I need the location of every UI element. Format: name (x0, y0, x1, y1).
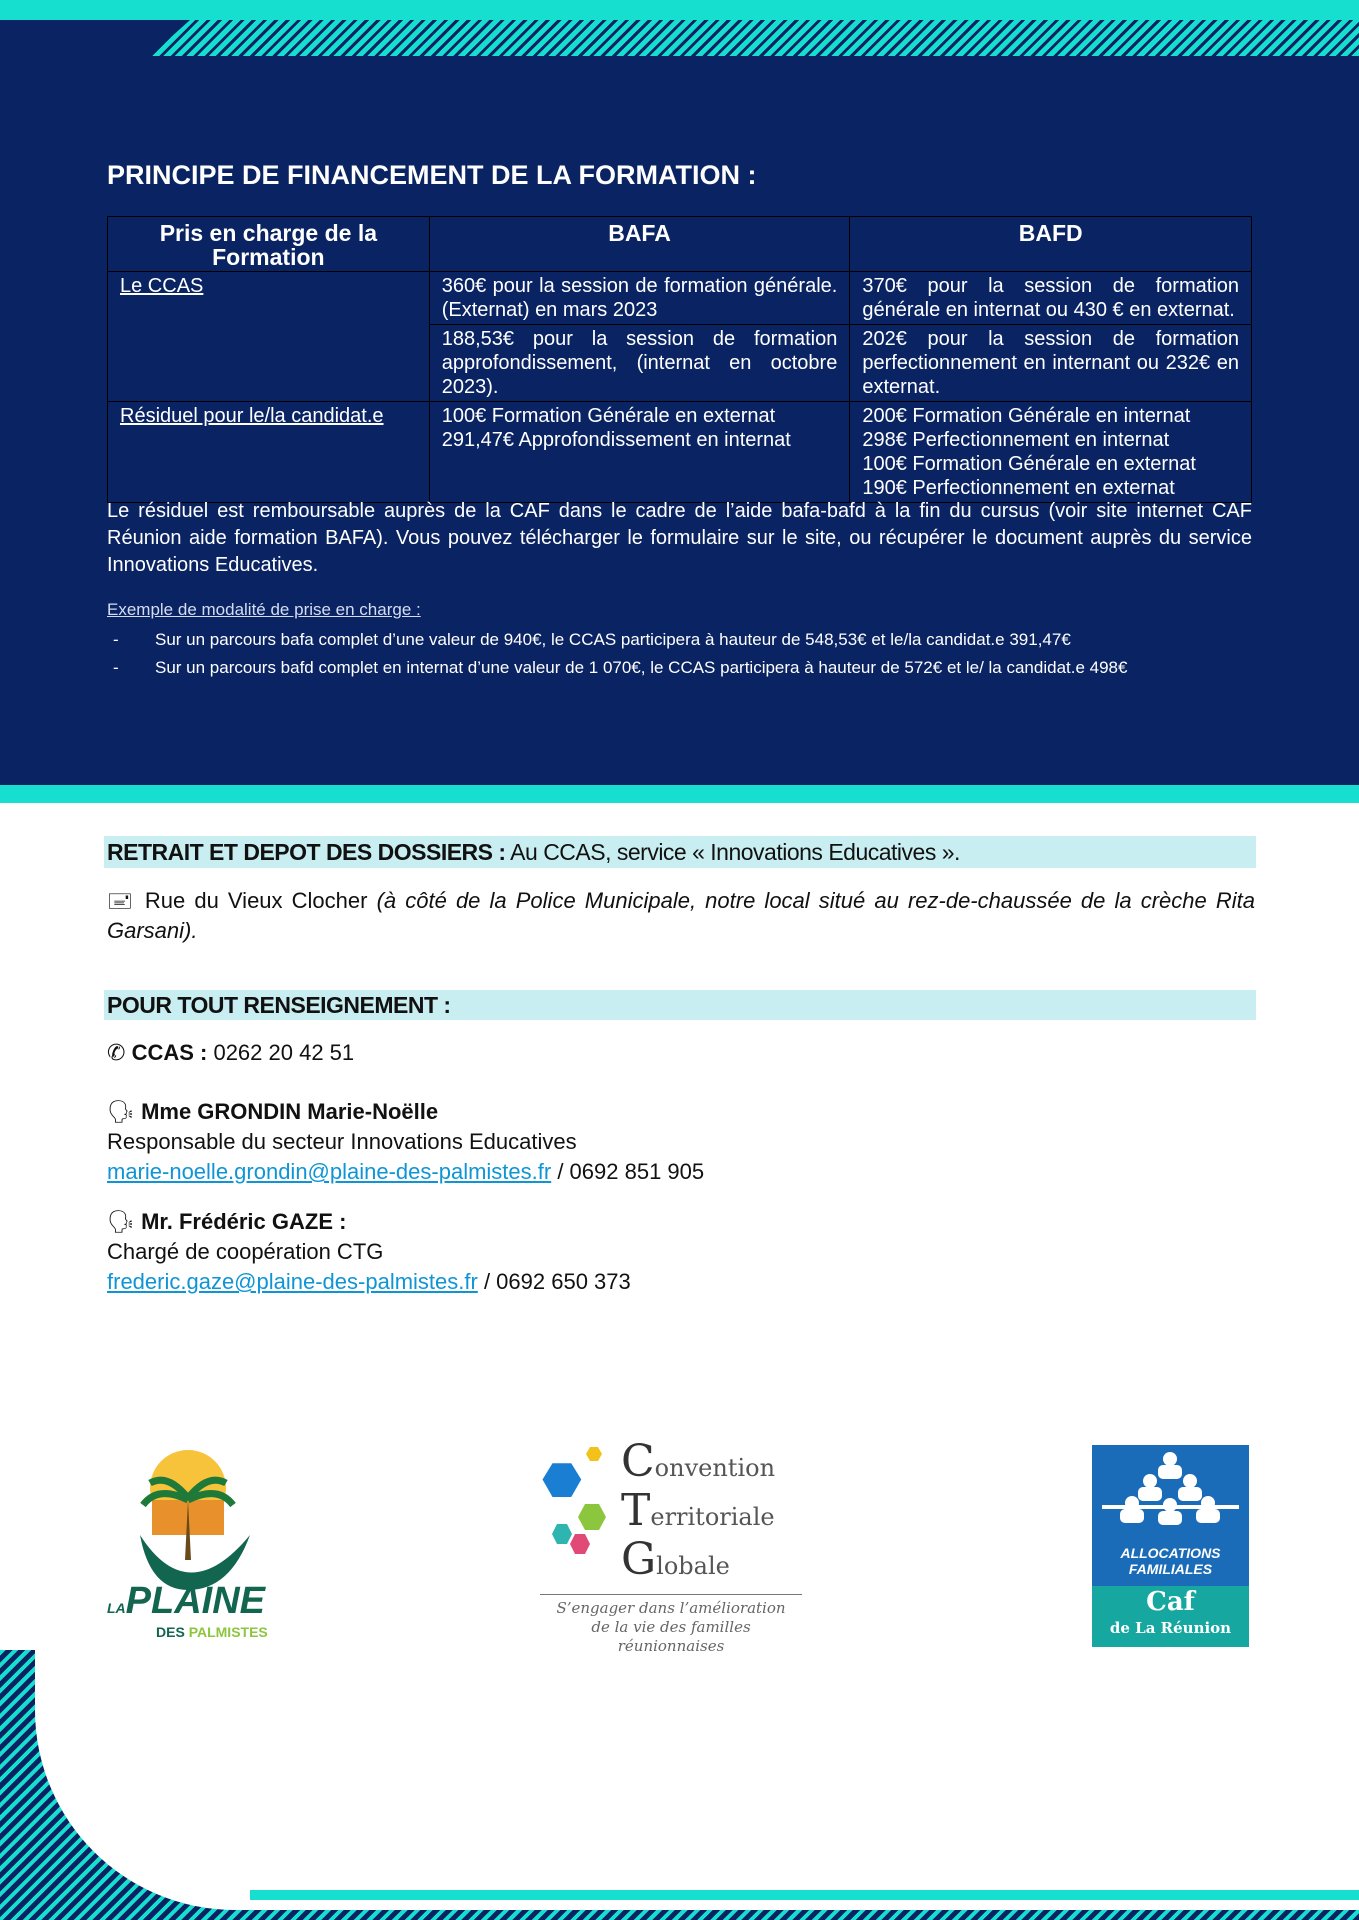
residuel-line: 190€ Perfectionnement en externat (862, 477, 1175, 499)
contact-person-1 (107, 1097, 704, 1187)
palm-emblem-icon (100, 1440, 280, 1600)
residuel-line: 100€ Formation Générale en externat (862, 453, 1196, 475)
caf-line-1: ALLOCATIONS (1120, 1545, 1221, 1561)
bafa-approfondissement-cell: 188,53€ pour la session de formation approfondissement, (internat en octobre 2023). (429, 325, 850, 402)
residuel-line: 291,47€ Approfondissement en internat (441, 429, 791, 451)
residuel-bafa-cell (429, 402, 850, 503)
top-hatch-pattern (150, 20, 1359, 56)
address-text: Rue du Vieux Clocher (135, 888, 377, 913)
contact-heading: POUR TOUT RENSEIGNEMENT : (107, 992, 451, 1018)
header-cell: Pris en charge de la Formation (108, 217, 430, 272)
example-title: Exemple de modalité de prise en charge : (107, 600, 421, 619)
caf-wordmark: Caf (1146, 1587, 1195, 1617)
example-list (107, 626, 1127, 682)
ctg-t-rest: erritoriale (650, 1503, 775, 1531)
retrait-heading: RETRAIT ET DEPOT DES DOSSIERS : (107, 839, 506, 865)
header-cell: BAFA (429, 217, 850, 272)
ctg-c-rest: onvention (654, 1454, 776, 1482)
list-item: - Sur un parcours bafd complet en internat d’une valeur de 1 070€, le CCAS participera à hauteur de 572€ et le/ la candidat.e 498€ (107, 654, 1127, 682)
ctg-g-rest: lobale (656, 1552, 730, 1580)
caf-logo (1092, 1445, 1249, 1647)
logo-la: LA (107, 1600, 126, 1616)
envelope-icon: 🖃 (107, 888, 136, 913)
ctg-g: G (621, 1534, 657, 1585)
bafd-general-cell: 370€ pour la session de formation générale en internat ou 430 € en externat. (850, 272, 1252, 325)
retrait-heading-rest: Au CCAS, service « Innovations Educatives ». (505, 839, 960, 865)
email-link[interactable]: marie-noelle.grondin@plaine-des-palmistes.fr (107, 1159, 552, 1184)
email-link[interactable]: frederic.gaze@plaine-des-palmistes.fr (107, 1269, 478, 1294)
residuel-line: 298€ Perfectionnement en internat (862, 429, 1170, 451)
ccas-label: Le CCAS (120, 275, 204, 297)
residuel-line: 100€ Formation Générale en externat (441, 405, 776, 427)
person-role: Responsable du secteur Innovations Educatives (107, 1129, 577, 1154)
logo-palmistes: PALMISTES (188, 1624, 268, 1640)
mid-teal-stripe (0, 785, 1359, 803)
address-note: (à côté de la Police Municipale, notre local situé au rez-de-chaussée de la crèche Rita Garsani). (107, 888, 1255, 943)
caf-region: de La Réunion (1109, 1619, 1232, 1637)
ctg-tagline-2: de la vie des familles réunionnaises (591, 1618, 751, 1655)
caf-line-2: FAMILIALES (1128, 1561, 1213, 1577)
ctg-tagline-1: S’engager dans l’amélioration (556, 1599, 786, 1617)
ctg-t: T (621, 1485, 651, 1536)
address-block (107, 886, 1255, 946)
person-role: Chargé de coopération CTG (107, 1239, 384, 1264)
header-cell: BAFD (850, 217, 1252, 272)
person-name: Mr. Frédéric GAZE : (141, 1209, 347, 1234)
financing-title: PRINCIPE DE FINANCEMENT DE LA FORMATION : (107, 160, 757, 190)
plaine-des-palmistes-logo (100, 1440, 280, 1650)
residuel-label: Résiduel pour le/la candidat.e (120, 405, 384, 427)
bafa-general-cell: 360€ pour la session de formation générale. (Externat) en mars 2023 (429, 272, 850, 325)
table-header-row (108, 217, 1252, 272)
reimbursement-note: Le résiduel est remboursable auprès de la CAF dans le cadre de l’aide bafa-bafd à la fin du cursus (voir site internet CAF Réunion aide formation BAFA). Vous pouvez télécharger le formulaire sur le site, ou récupérer le document auprès du service Innovations Educatives. (107, 500, 1252, 576)
row-label-residuel (108, 402, 430, 503)
table-row (108, 402, 1252, 503)
financing-table (107, 216, 1252, 503)
table-row (108, 272, 1252, 325)
families-icon (1092, 1445, 1249, 1545)
phone-icon: ✆ (107, 1040, 126, 1065)
ccas-phone: 0262 20 42 51 (207, 1040, 355, 1065)
residuel-bafd-cell (850, 402, 1252, 503)
contact-heading-bar (104, 990, 1256, 1020)
ctg-logo (535, 1436, 815, 1655)
person-phone: / 0692 851 905 (551, 1159, 705, 1184)
ctg-c: C (621, 1436, 655, 1487)
retrait-heading-bar (104, 836, 1256, 868)
logo-des: DES (156, 1624, 185, 1640)
row-label-ccas (108, 272, 430, 402)
bottom-teal-stripe (250, 1890, 1359, 1900)
ccas-label: CCAS : (131, 1040, 208, 1065)
contact-person-2 (107, 1207, 631, 1297)
residuel-line: 200€ Formation Générale en internat (862, 405, 1191, 427)
logo-plaine: PLAINE (125, 1580, 266, 1622)
speaker-icon: 🗣 (107, 1209, 135, 1234)
speaker-icon: 🗣 (107, 1099, 135, 1124)
bafd-perfectionnement-cell: 202€ pour la session de formation perfectionnement en internant ou 232€ en externat. (850, 325, 1252, 402)
list-item: - Sur un parcours bafa complet d’une valeur de 940€, le CCAS participera à hauteur de 548,53€ et le/la candidat.e 391,47€ (107, 626, 1127, 654)
person-name: Mme GRONDIN Marie-Noëlle (141, 1099, 439, 1124)
bottom-curve (35, 1640, 1359, 1910)
hexagons-icon (535, 1442, 635, 1582)
ccas-phone-line (107, 1038, 354, 1068)
person-phone: / 0692 650 373 (477, 1269, 631, 1294)
